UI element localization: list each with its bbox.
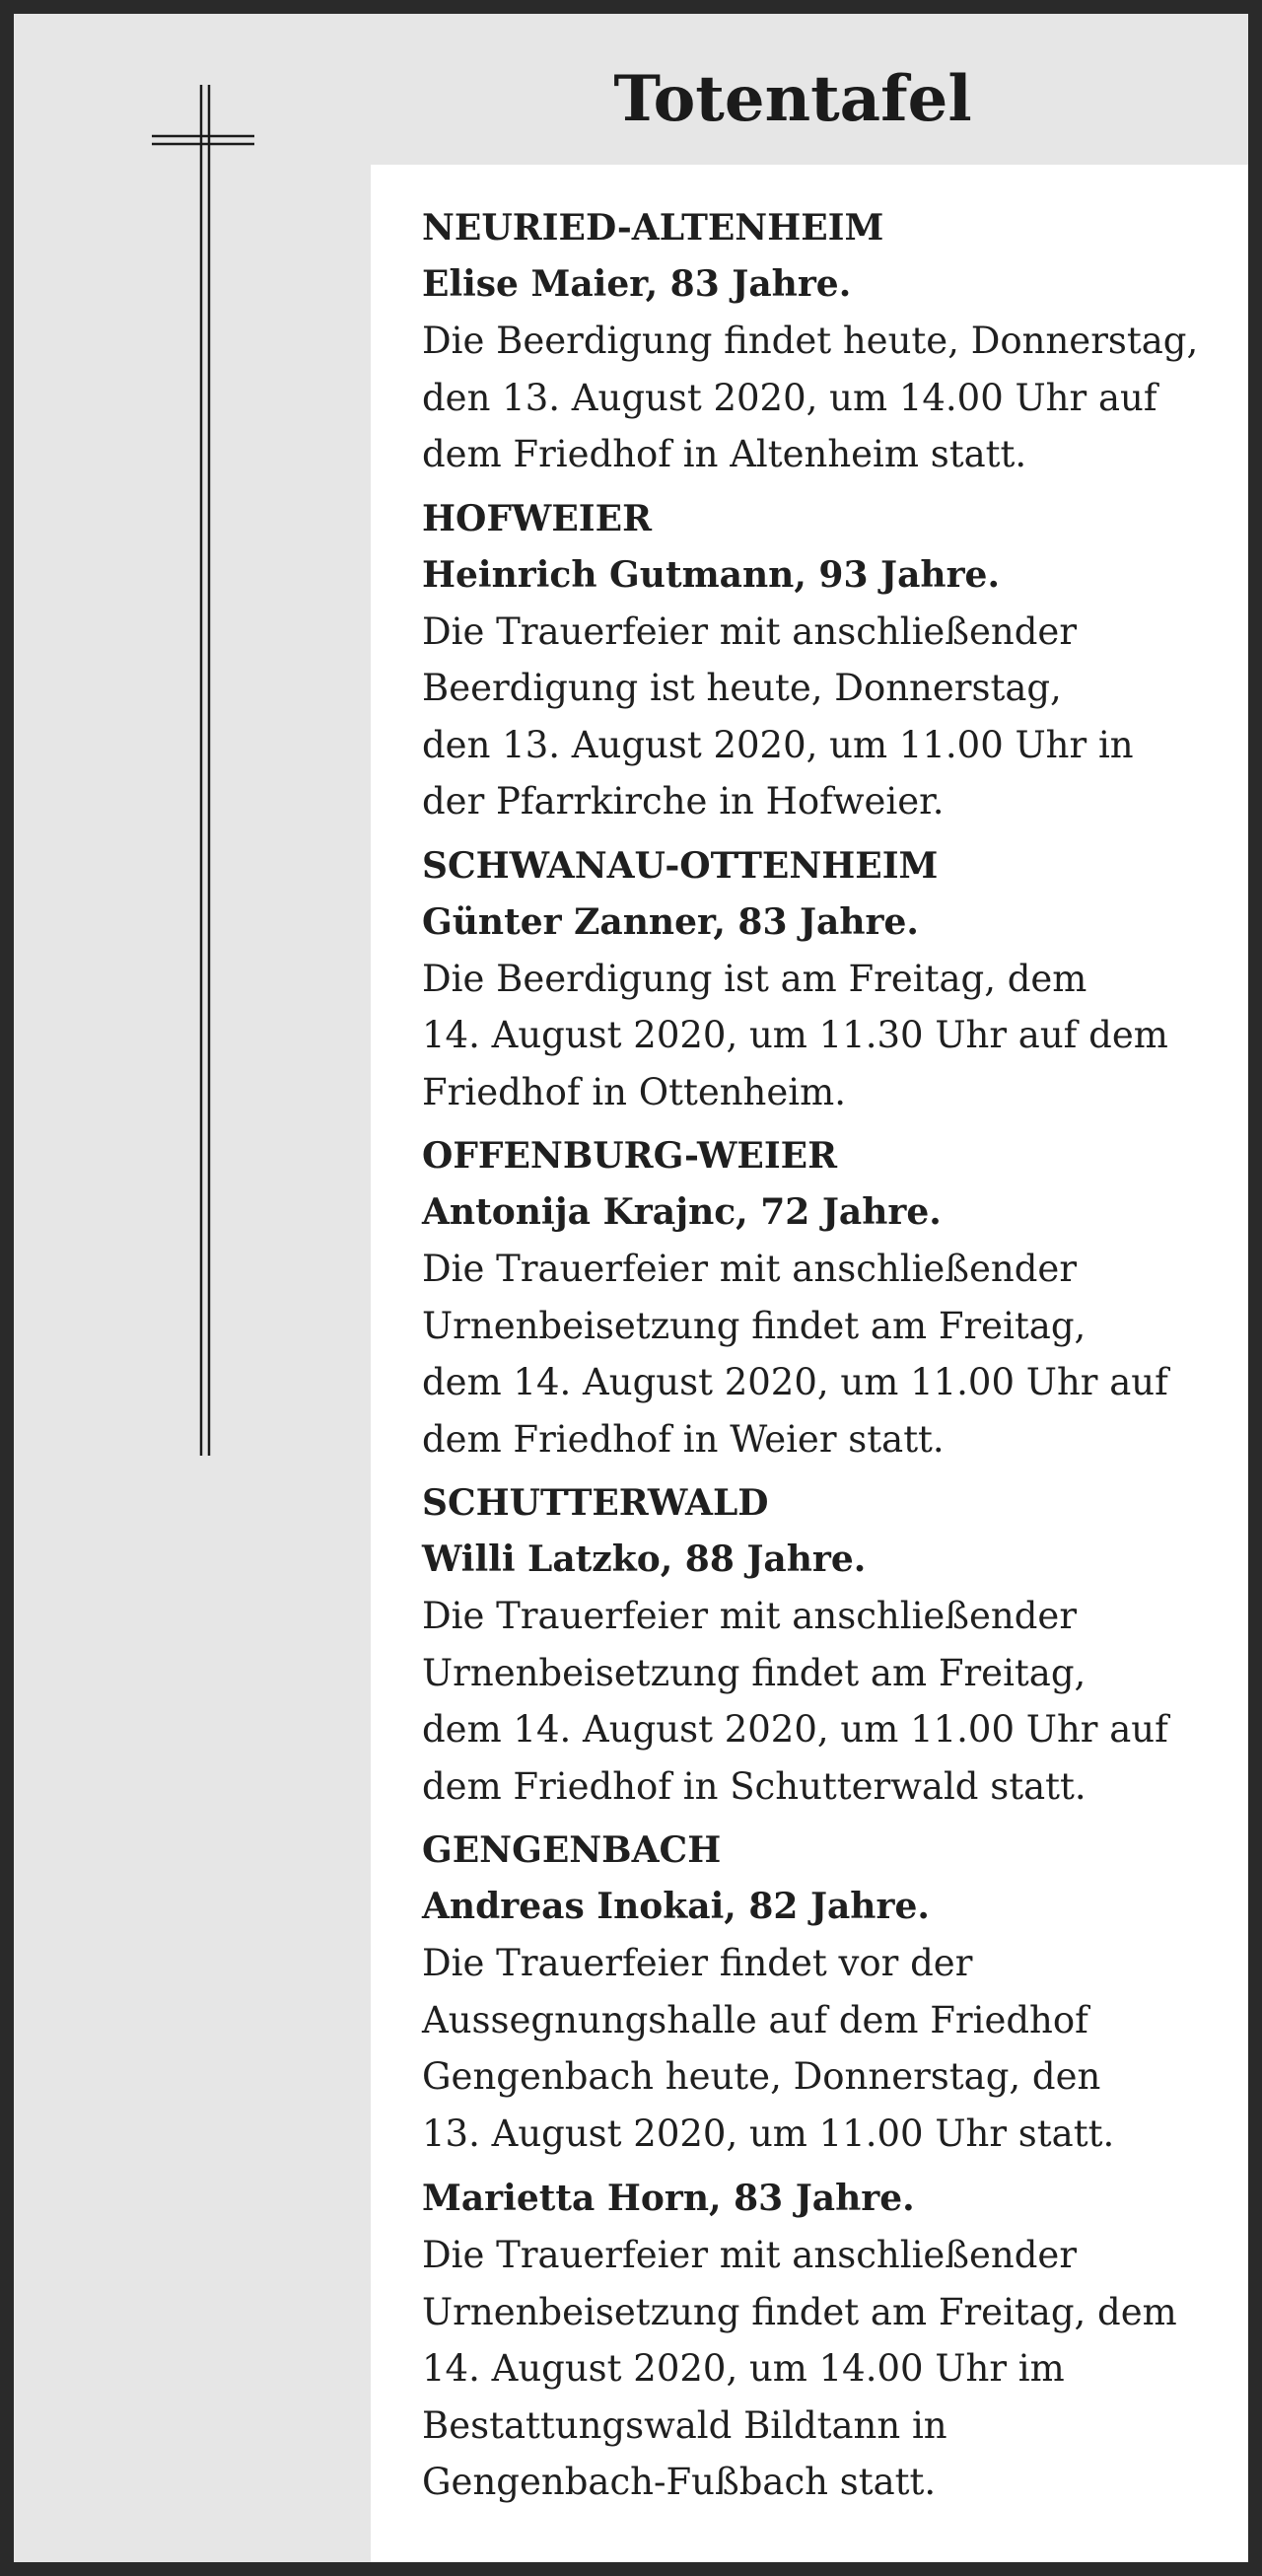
- notice-text-line: dem Friedhof in Schutterwald statt.: [422, 1764, 1087, 1808]
- notice-text-line: 14. August 2020, um 11.30 Uhr auf dem: [422, 1014, 1168, 1056]
- cross-icon: [152, 85, 260, 1456]
- page-title: Totentafel: [613, 62, 972, 136]
- notice-place: SCHUTTERWALD: [422, 1482, 769, 1524]
- notice-text-line: dem Friedhof in Altenheim statt.: [422, 433, 1027, 475]
- notice-text-line: der Pfarrkirche in Hofweier.: [422, 780, 945, 823]
- obituary-notice: [422, 200, 1233, 489]
- notice-text-line: Die Beerdigung findet heute, Donnerstag,: [422, 320, 1199, 362]
- notice-text: [422, 1241, 1233, 1467]
- notice-person: Andreas Inokai, 82 Jahre.: [422, 1886, 930, 1927]
- notice-place: NEURIED-ALTENHEIM: [422, 207, 884, 249]
- notice-text: [422, 1588, 1233, 1815]
- notice-text-line: Die Beerdigung ist am Freitag, dem: [422, 957, 1087, 1000]
- notice-text: [422, 951, 1233, 1121]
- notice-text-line: Beerdigung ist heute, Donnerstag,: [422, 667, 1062, 709]
- notice-spacer: [422, 1467, 1233, 1473]
- notice-spacer: [422, 1815, 1233, 1821]
- notice-text: [422, 1935, 1233, 2162]
- notice-text-line: Bestattungswald Bildtann in: [422, 2403, 947, 2447]
- notice-person: Heinrich Gutmann, 93 Jahre.: [422, 553, 1000, 596]
- notice-person: Antonija Krajnc, 72 Jahre.: [422, 1191, 942, 1233]
- obituary-notice: [422, 1475, 1233, 1821]
- notice-spacer: [422, 2162, 1233, 2168]
- notice-place: GENGENBACH: [422, 1829, 722, 1871]
- notice-place: HOFWEIER: [422, 497, 652, 539]
- notice-spacer: [422, 1120, 1233, 1126]
- notice-text-line: den 13. August 2020, um 14.00 Uhr auf: [422, 376, 1157, 419]
- notice-text-line: den 13. August 2020, um 11.00 Uhr in: [422, 723, 1134, 766]
- notice-text: [422, 2227, 1233, 2511]
- notice-text-line: Urnenbeisetzung findet am Freitag,: [422, 1651, 1087, 1694]
- notice-text-line: Die Trauerfeier mit anschließender: [422, 609, 1078, 653]
- notice-text-line: Gengenbach-Fußbach statt.: [422, 2461, 937, 2503]
- notice-text: [422, 313, 1233, 483]
- obituary-notice: [422, 2170, 1233, 2517]
- notice-text-line: Urnenbeisetzung findet am Freitag, dem: [422, 2290, 1177, 2333]
- notice-text: [422, 604, 1233, 830]
- notice-place: SCHWANAU-OTTENHEIM: [422, 844, 939, 887]
- notice-text-line: Die Trauerfeier mit anschließender: [422, 1595, 1078, 1637]
- notice-person: Elise Maier, 83 Jahre.: [422, 263, 852, 305]
- notice-text-line: Die Trauerfeier mit anschließender: [422, 1248, 1078, 1290]
- notice-person: Willi Latzko, 88 Jahre.: [422, 1538, 867, 1580]
- obituary-notice: [422, 838, 1233, 1127]
- notice-text-line: 13. August 2020, um 11.00 Uhr statt.: [422, 2111, 1115, 2155]
- notice-text-line: Die Trauerfeier findet vor der: [422, 1942, 973, 1984]
- obituary-notice: [422, 1823, 1233, 2168]
- obituary-notice: [422, 491, 1233, 836]
- notice-spacer: [422, 483, 1233, 489]
- obituary-list: [371, 165, 1253, 2576]
- notice-spacer: [422, 2511, 1233, 2517]
- notice-text-line: dem Friedhof in Weier statt.: [422, 1417, 945, 1461]
- notice-text-line: 14. August 2020, um 14.00 Uhr im: [422, 2347, 1065, 2390]
- notice-text-line: dem 14. August 2020, um 11.00 Uhr auf: [422, 1708, 1168, 1751]
- notice-text-line: Gengenbach heute, Donnerstag, den: [422, 2055, 1101, 2098]
- obituary-notice: [422, 1128, 1233, 1473]
- notice-text-line: dem 14. August 2020, um 11.00 Uhr auf: [422, 1361, 1168, 1403]
- notice-text-line: Die Trauerfeier mit anschließender: [422, 2234, 1078, 2276]
- notice-spacer: [422, 830, 1233, 836]
- notice-text-line: Urnenbeisetzung findet am Freitag,: [422, 1304, 1087, 1347]
- notice-person: Günter Zanner, 83 Jahre.: [422, 900, 919, 943]
- notice-text-line: Aussegnungshalle auf dem Friedhof: [422, 1998, 1088, 2041]
- notice-place: OFFENBURG-WEIER: [422, 1135, 838, 1177]
- notice-person: Marietta Horn, 83 Jahre.: [422, 2178, 915, 2219]
- notice-text-line: Friedhof in Ottenheim.: [422, 1070, 846, 1113]
